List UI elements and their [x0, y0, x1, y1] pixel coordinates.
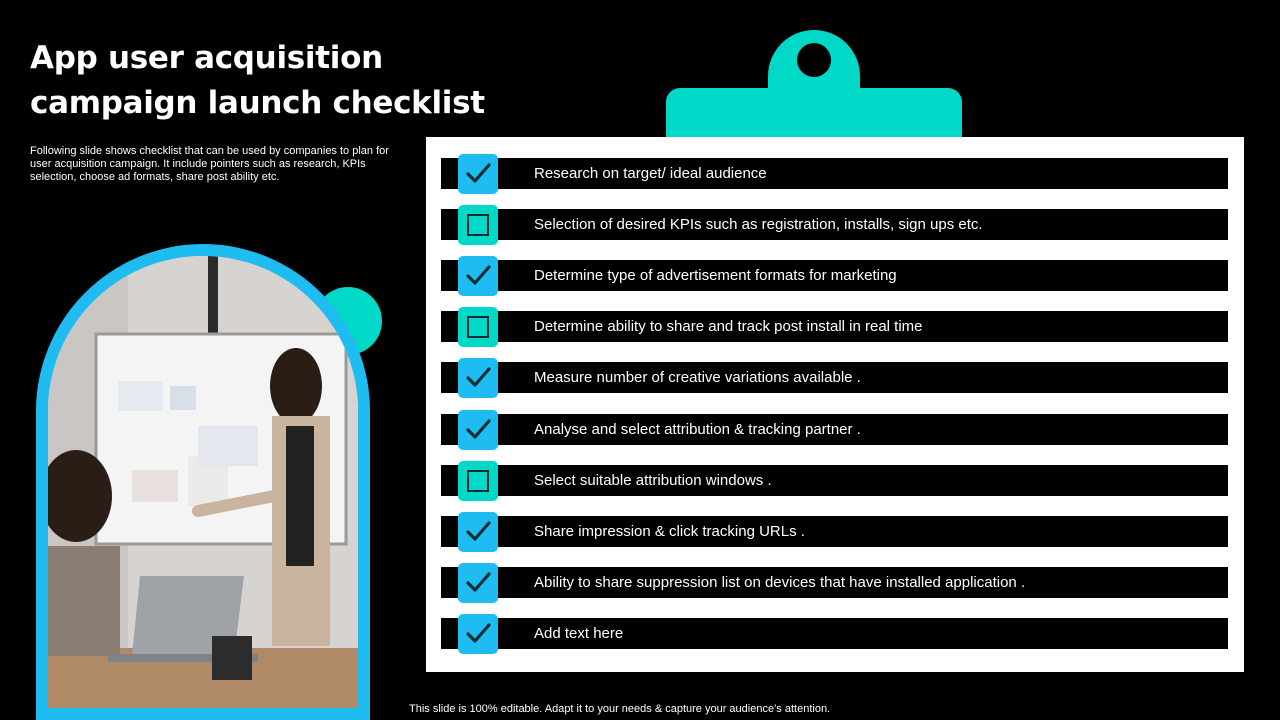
checkmark-icon[interactable]	[458, 256, 498, 296]
checkmark-icon[interactable]	[458, 154, 498, 194]
checklist-item-text: Selection of desired KPIs such as registration, installs, sign ups etc.	[534, 216, 983, 233]
checklist-item-text: Determine ability to share and track post install in real time	[534, 318, 923, 335]
checkmark-icon[interactable]	[458, 358, 498, 398]
checkmark-icon[interactable]	[458, 512, 498, 552]
empty-square-icon[interactable]	[458, 461, 498, 501]
checklist-item-text: Share impression & click tracking URLs .	[534, 523, 805, 540]
checklist-item-text: Measure number of creative variations available .	[534, 369, 861, 386]
slide-title: App user acquisition campaign launch checklist	[30, 40, 485, 121]
office-meeting-photo	[48, 256, 358, 708]
checklist-item-text: Research on target/ ideal audience	[534, 165, 767, 182]
checklist-item-text: Determine type of advertisement formats for marketing	[534, 267, 897, 284]
checkmark-icon[interactable]	[458, 410, 498, 450]
empty-square-icon[interactable]	[458, 205, 498, 245]
checklist-item-text: Select suitable attribution windows .	[534, 472, 772, 489]
empty-square-icon[interactable]	[458, 307, 498, 347]
checklist-item-text: Analyse and select attribution & tracking partner .	[534, 421, 861, 438]
footer-note: This slide is 100% editable. Adapt it to your needs & capture your audience’s attention.	[409, 703, 831, 715]
checklist-item-text: Add text here	[534, 625, 624, 642]
checkmark-icon[interactable]	[458, 563, 498, 603]
checklist-item-text: Ability to share suppression list on devices that have installed application .	[534, 574, 1026, 591]
clipboard-hole	[797, 43, 831, 77]
checkmark-icon[interactable]	[458, 614, 498, 654]
slide-subtitle: Following slide shows checklist that can be used by companies to plan for user acquisition campaign. It include pointers such as research, KPIs selection, choose ad formats, share post ability etc.	[30, 145, 389, 183]
